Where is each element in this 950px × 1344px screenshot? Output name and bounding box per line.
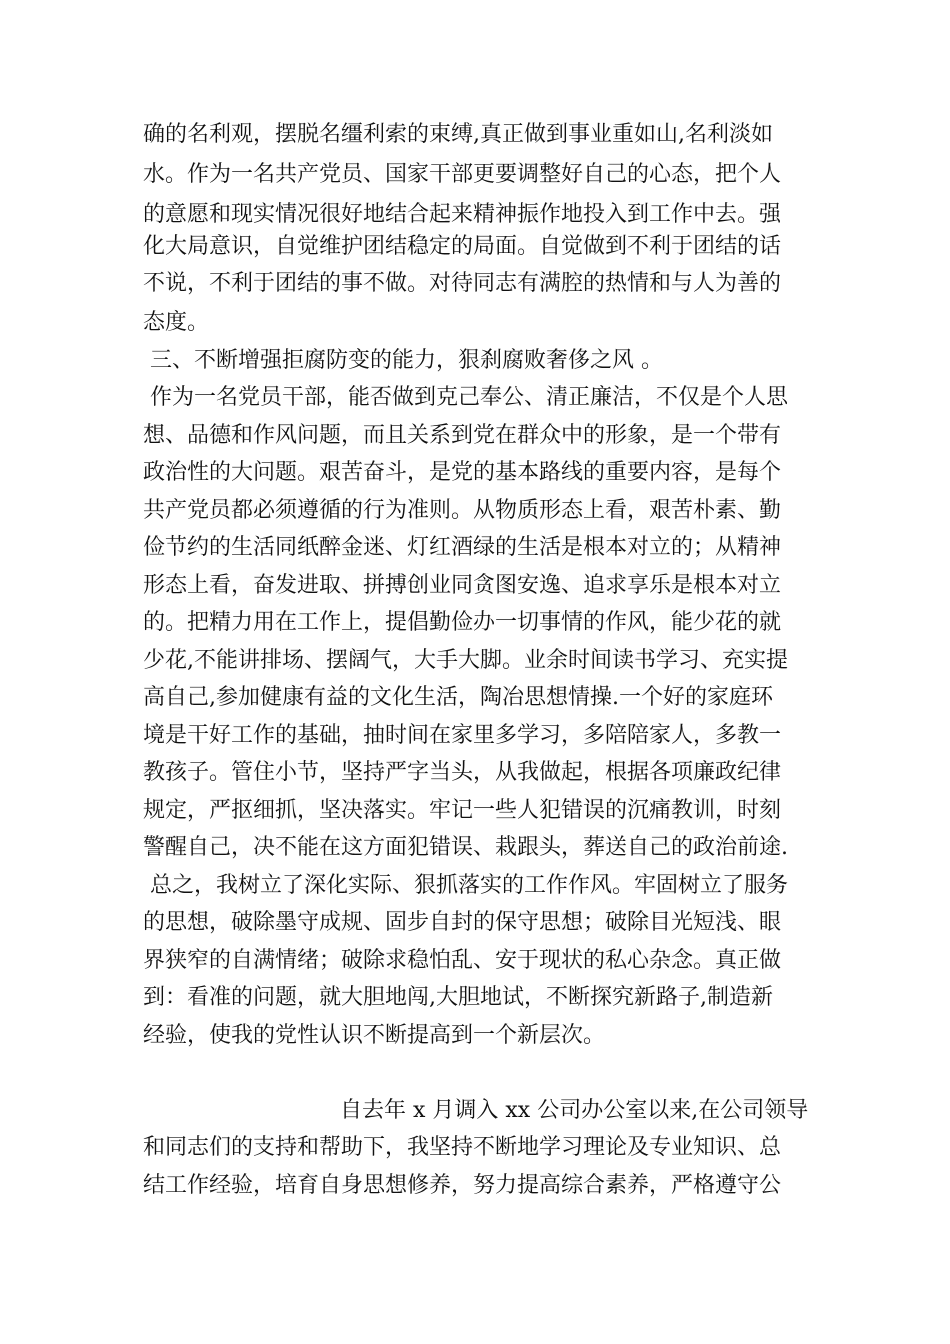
text-line: 经验，使我的党性认识不断提高到一个新层次。 xyxy=(143,1023,606,1048)
text-line: 确的名利观，摆脱名缰利索的束缚,真正做到事业重如山,名利淡如 xyxy=(143,122,773,147)
section-heading: 三、不断增强拒腐防变的能力，狠刹腐败奢侈之风 。 xyxy=(143,348,663,373)
text-line: 界狭窄的自满情绪；破除求稳怕乱、安于现状的私心杂念。真正做 xyxy=(143,948,782,973)
text-line: 态度。 xyxy=(143,310,210,335)
text-line: 教孩子。管住小节，坚持严字当头，从我做起，根据各项廉政纪律 xyxy=(143,760,782,785)
text-line: 政治性的大问题。艰苦奋斗，是党的基本路线的重要内容，是每个 xyxy=(143,460,782,485)
text-line: 俭节约的生活同纸醉金迷、灯红酒绿的生活是根本对立的；从精神 xyxy=(143,535,782,560)
text-line: 不说，不利于团结的事不做。对待同志有满腔的热情和与人为善的 xyxy=(143,271,782,296)
text-line: 的意愿和现实情况很好地结合起来精神振作地投入到工作中去。强 xyxy=(143,202,782,227)
text-line: 规定，严抠细抓，坚决落实。牢记一些人犯错误的沉痛教训，时刻 xyxy=(143,798,782,823)
text-line: 和同志们的支持和帮助下，我坚持不断地学习理论及专业知识、总 xyxy=(143,1135,782,1160)
text-line: 高自己,参加健康有益的文化生活，陶冶思想情操.一个好的家庭环 xyxy=(143,685,773,710)
text-line: 到：看准的问题，就大胆地闯,大胆地试，不断探究新路子,制造新 xyxy=(143,985,773,1010)
text-line: 自去年 x 月调入 xx 公司办公室以来,在公司领导 xyxy=(340,1098,809,1123)
text-line: 化大局意识，自觉维护团结稳定的局面。自觉做到不利于团结的话 xyxy=(143,234,782,259)
text-line: 想、品德和作风问题，而且关系到党在群众中的形象，是一个带有 xyxy=(143,423,782,448)
text-line: 境是干好工作的基础，抽时间在家里多学习，多陪陪家人，多教一 xyxy=(143,723,782,748)
text-line: 总之，我树立了深化实际、狠抓落实的工作作风。牢固树立了服务 xyxy=(143,873,788,898)
text-line: 结工作经验，培育自身思想修养，努力提高综合素养，严格遵守公 xyxy=(143,1173,782,1198)
text-line: 形态上看，奋发进取、拼搏创业同贪图安逸、追求享乐是根本对立 xyxy=(143,573,782,598)
text-line: 的思想，破除墨守成规、固步自封的保守思想；破除目光短浅、眼 xyxy=(143,910,782,935)
text-line: 水。作为一名共产党员、国家干部更要调整好自己的心态，把个人 xyxy=(143,162,782,187)
text-line: 作为一名党员干部，能否做到克己奉公、清正廉洁，不仅是个人思 xyxy=(143,385,788,410)
text-line: 少花,不能讲排场、摆阔气，大手大脚。业余时间读书学习、充实提 xyxy=(143,648,788,673)
text-line: 的。把精力用在工作上，提倡勤俭办一切事情的作风，能少花的就 xyxy=(143,610,782,635)
text-line: 警醒自己，决不能在这方面犯错误、栽跟头，葬送自己的政治前途. xyxy=(143,835,788,860)
text-line: 共产党员都必须遵循的行为准则。从物质形态上看，艰苦朴素、勤 xyxy=(143,498,782,523)
